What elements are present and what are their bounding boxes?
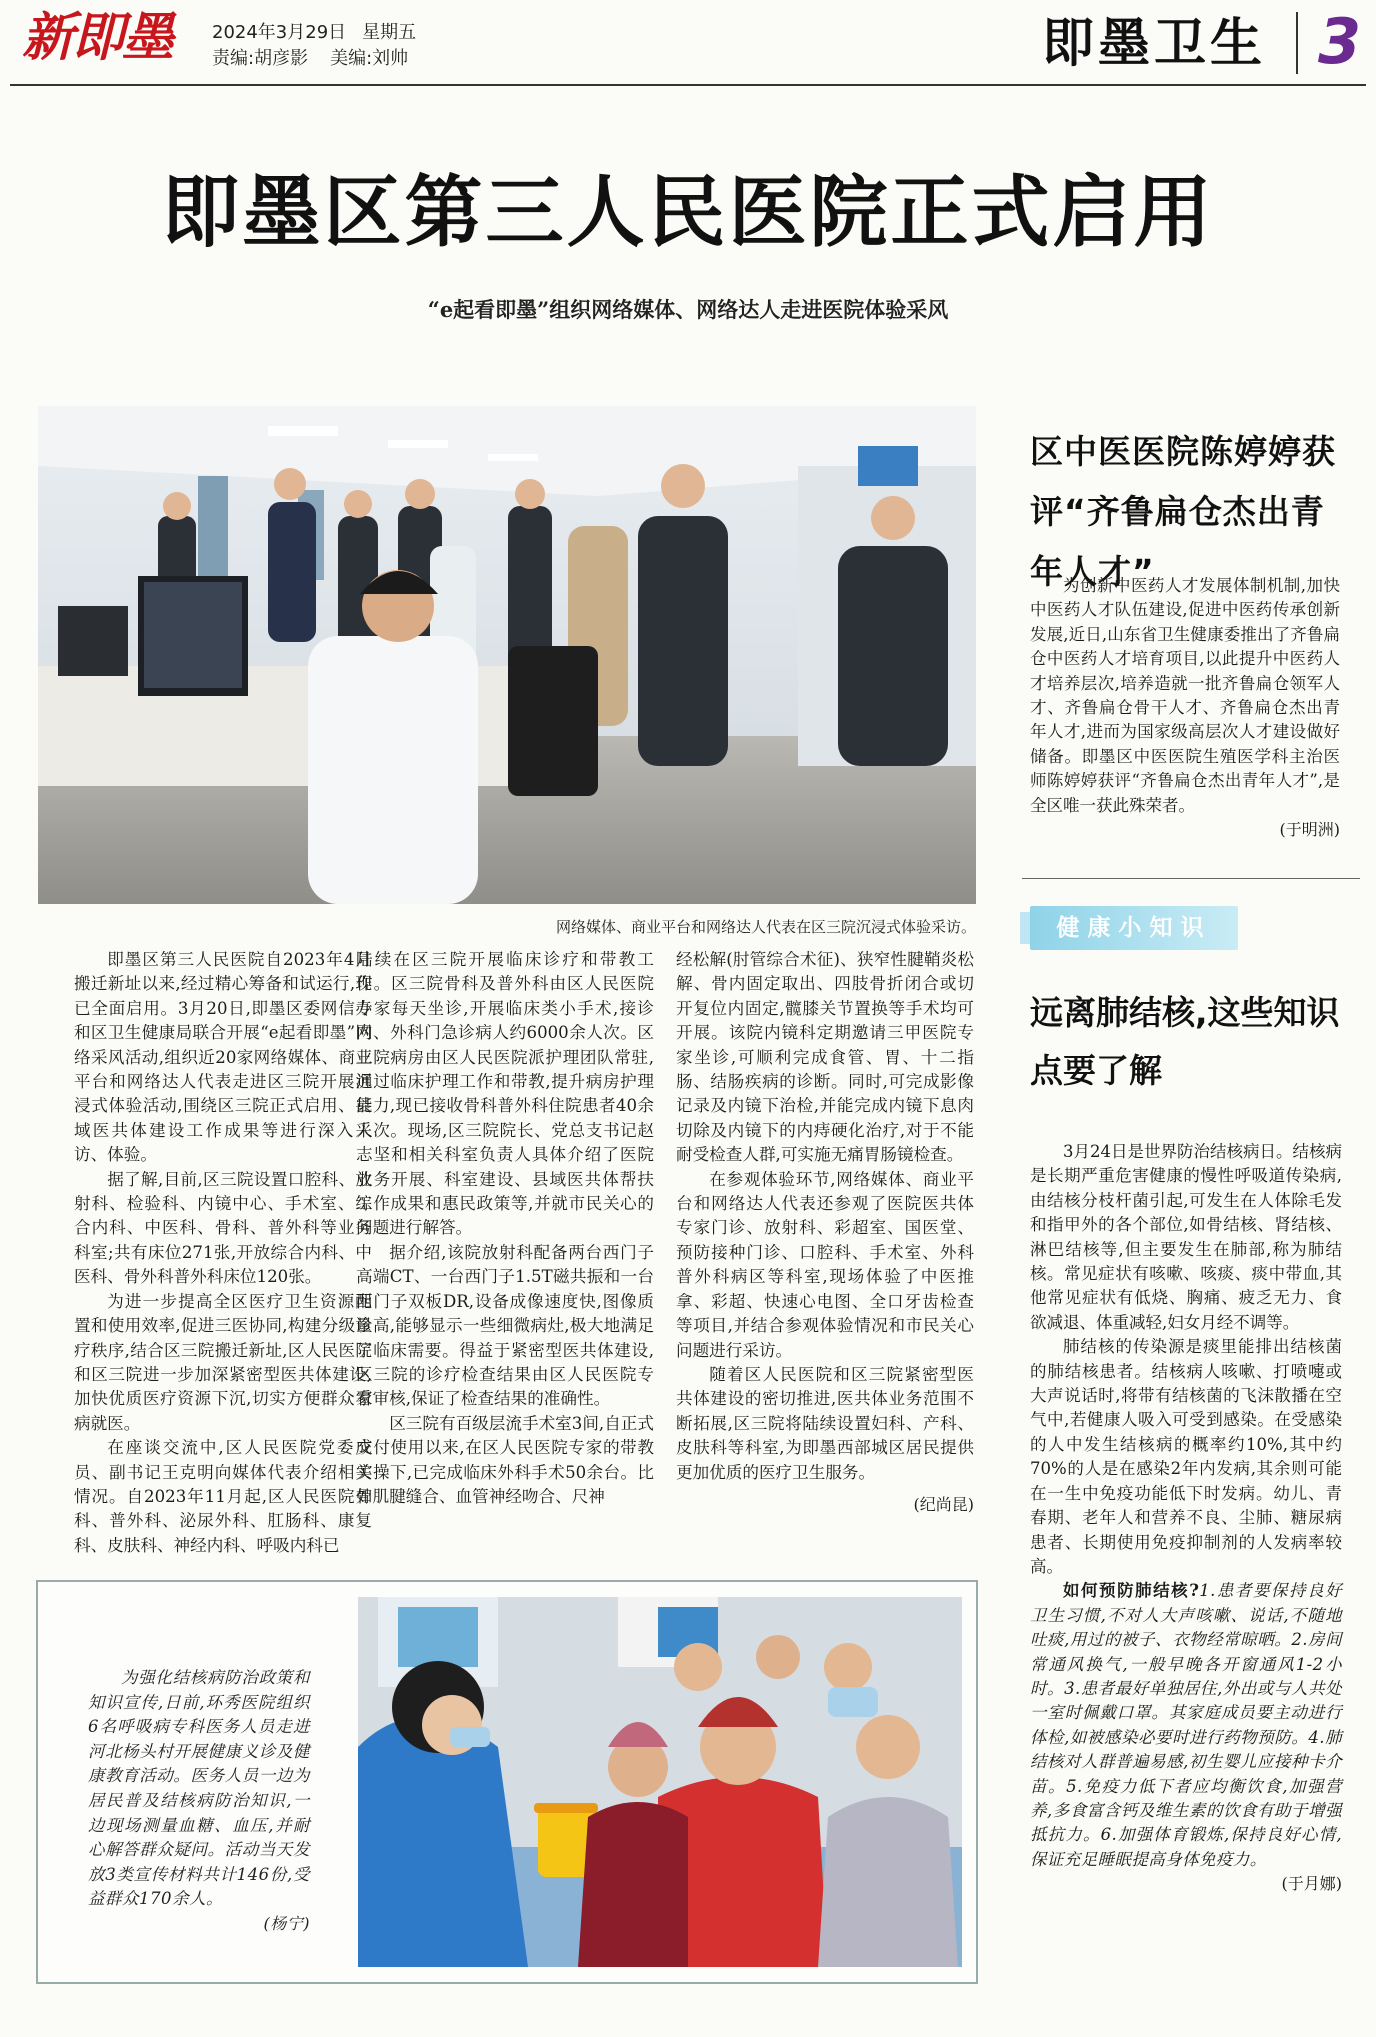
issue-date: 2024年3月29日: [212, 22, 347, 43]
prevention-text: 1.患者要保持良好卫生习惯,不对人大声咳嗽、说话,不随地吐痰,用过的被子、衣物经常晾晒。2.房间常通风换气,一般早晚各开窗通风1-2小时。3.患者最好单独居住,外出或与人共处一室时佩戴口罩。其家庭成员要主动进行体检,如被感染必要时进行药物预防。4.肺结核对人群普遍易感,初生婴儿应接种卡介苗。5.免疫力低下者应均衡饮食,加强营养,多食富含钙及维生素的饮食有助于增强抵抗力。6.加强体育锻炼,保持良好心情,保证充足睡眠提高身体免疫力。: [1030, 1581, 1342, 1869]
health-tips-badge: 健康小知识: [1030, 906, 1238, 950]
editor-credit: 责编:胡彦影: [212, 48, 309, 69]
health-tips-title: 远离肺结核,这些知识点要了解: [1030, 993, 1340, 1090]
tb-story-photo: [358, 1597, 962, 1967]
issue-meta: [212, 20, 416, 72]
lead-paragraph: 即墨区第三人民医院自2023年4月搬迁新址以来,经过精心筹备和试运行,现已全面启用。3月20日,即墨区委网信办和区卫生健康局联合开展“e起看即墨”网络采风活动,组织近20家网络媒体、商业平台和网络达人代表走进区三院开展沉浸式体验活动,围绕区三院正式启用、县域医共体建设工作成果等进行深入采访、体验。: [74, 950, 372, 1165]
tb-story-text: [88, 1666, 310, 1937]
issue-weekday: 星期五: [362, 22, 417, 43]
health-tips-paragraph: 肺结核的传染源是痰里能排出结核菌的肺结核患者。结核病人咳嗽、打喷嚏或大声说话时,将带有结核菌的飞沫散播在空气中,若健康人吸入可受到感染。在受感染的人中发生结核病的概率约10%,其中约70%的人是在感染2年内发病,其余则可能在一生中免疫功能低下时发病。幼儿、青春期、老年人和营养不良、尘肺、糖尿病患者、长期使用免疫抑制剂的人发病率较高。: [1030, 1337, 1342, 1576]
lead-column-1: [74, 948, 372, 1558]
lead-paragraph: 随着区人民医院和区三院紧密型医共体建设的密切推进,医共体业务范围不断拓展,区三院将陆续设置妇科、产科、皮肤科等科室,为即墨西部城区居民提供更加优质的医疗卫生服务。: [676, 1364, 974, 1482]
lead-paragraph: 在座谈交流中,区人民医院党委成员、副书记王克明向媒体代表介绍相关情况。自2023年11月起,区人民医院骨科、普外科、泌尿外科、肛肠科、康复科、皮肤科、神经内科、呼吸内科已: [74, 1438, 372, 1555]
health-tips-prevention: [1030, 1579, 1342, 1872]
lead-paragraph: 据了解,目前,区三院设置口腔科、放射科、检验科、内镜中心、手术室、综合内科、中医科、骨科、普外科等业务科室;共有床位271张,开放综合内科、中医科、骨外科普外科床位120张。: [74, 1169, 372, 1287]
lead-subhead: “e起看即墨”组织网络媒体、网络达人走进医院体验采风: [427, 297, 949, 322]
health-tips-byline: (于月娜): [1281, 1874, 1342, 1894]
lead-paragraph: 区三院有百级层流手术室3间,自正式交付使用以来,在区人民医院专家的带教实操下,已完成临床外科手术50余台。比如肌腱缝合、血管神经吻合、尺神: [356, 1413, 654, 1506]
lead-column-2: [356, 948, 654, 1509]
tb-story-byline: (杨宁): [263, 1913, 310, 1933]
lead-paragraph: 陆续在区三院开展临床诊疗和带教工作。区三院骨科及普外科由区人民医院专家每天坐诊,开展临床类小手术,接诊内、外科门急诊病人约6000余人次。区三院病房由区人民医院派护理团队常驻,通过临床护理工作和带教,提升病房护理能力,现已接收骨科普外科住院患者40余人次。现场,区三院院长、党总支书记赵志坚和相关科室负责人具体介绍了医院业务开展、科室建设、县域医共体帮扶工作成果和惠民政策等,并就市民关心的问题进行解答。: [356, 950, 654, 1238]
right-story-title: 区中医医院陈婷婷获评“齐鲁扁仓杰出青年人才”: [1030, 432, 1336, 591]
lead-byline: (纪尚昆): [913, 1494, 974, 1514]
lead-photo: [38, 406, 976, 904]
masthead-rule: [10, 84, 1366, 86]
lead-column-3: [676, 948, 974, 1517]
newspaper-logo: 新即墨: [22, 7, 173, 68]
lead-paragraph: 为进一步提高全区医疗卫生资源配置和使用效率,促进三医协同,构建分级诊疗秩序,结合区三院搬迁新址,区人民医院和区三院进一步加深紧密型医共体建设,加快优质医疗资源下沉,切实方便群众看病就医。: [74, 1291, 372, 1433]
masthead-divider: [1296, 12, 1298, 74]
right-story-body: [1030, 574, 1340, 842]
tb-story-paragraph: 为强化结核病防治政策和知识宣传,日前,环秀医院组织6名呼吸病专科医务人员走进河北杨头村开展健康义诊及健康教育活动。医务人员一边为居民普及结核病防治知识,一边现场测量血糖、血压,并耐心解答群众疑问。活动当天发放3类宣传材料共计146份,受益群众170余人。: [88, 1668, 310, 1909]
page-number: 3: [1318, 5, 1362, 78]
right-story-paragraph: 为创新中医药人才发展体制机制,加快中医药人才队伍建设,促进中医药传承创新发展,近日,山东省卫生健康委推出了齐鲁扁仓中医药人才培育项目,以此提升中医药人才培养层次,培养造就一批齐鲁扁仓领军人才、齐鲁扁仓骨干人才、齐鲁扁仓杰出青年人才,进而为国家级高层次人才建设做好储备。即墨区中医医院生殖医学科主治医师陈婷婷获评“齐鲁扁仓杰出青年人才”,是全区唯一获此殊荣者。: [1030, 576, 1340, 815]
lead-paragraph: 在参观体验环节,网络媒体、商业平台和网络达人代表还参观了医院医共体专家门诊、放射科、彩超室、国医堂、预防接种门诊、口腔科、手术室、外科普外科病区等科室,现场体验了中医推拿、彩超、快速心电图、全口牙齿检查等项目,并结合参观体验情况和市民关心问题进行采访。: [676, 1169, 974, 1360]
health-tips-body: [1030, 1140, 1342, 1897]
prevention-heading: 如何预防肺结核?: [1063, 1581, 1200, 1601]
right-column-rule: [1022, 878, 1360, 879]
section-title: 即墨卫生: [1041, 14, 1266, 74]
lead-paragraph: 据介绍,该院放射科配备两台西门子高端CT、一台西门子1.5T磁共振和一台西门子双板DR,设备成像速度快,图像质量高,能够显示一些细微病灶,极大地满足了临床需要。得益于紧密型医共体建设,区三院的诊疗检查结果由区人民医院专家审核,保证了检查结果的准确性。: [356, 1242, 654, 1409]
designer-credit: 美编:刘帅: [330, 48, 409, 69]
health-tips-paragraph: 3月24日是世界防治结核病日。结核病是长期严重危害健康的慢性呼吸道传染病,由结核分枝杆菌引起,可发生在人体除毛发和指甲外的各个部位,如骨结核、肾结核、淋巴结核等,但主要发生在肺部,称为肺结核。常见症状有咳嗽、咳痰、痰中带血,其他常见症状有低烧、胸痛、疲乏无力、食欲减退、体重减轻,妇女月经不调等。: [1030, 1142, 1342, 1332]
lead-photo-caption: 网络媒体、商业平台和网络达人代表在区三院沉浸式体验采访。: [555, 918, 976, 936]
lead-paragraph: 经松解(肘管综合术征)、狭窄性腱鞘炎松解、骨内固定取出、四肢骨折闭合或切开复位内固定,髋膝关节置换等手术均可开展。该院内镜科定期邀请三甲医院专家坐诊,可顺利完成食管、胃、十二指肠、结肠疾病的诊断。同时,可完成影像记录及内镜下治检,并能完成内镜下息肉切除及内镜下的内痔硬化治疗,对于不能耐受检查人群,可实施无痛胃肠镜检查。: [676, 950, 974, 1165]
right-story-byline: (于明洲): [1279, 820, 1340, 840]
lead-headline: 即墨区第三人民医院正式启用: [161, 168, 1215, 258]
